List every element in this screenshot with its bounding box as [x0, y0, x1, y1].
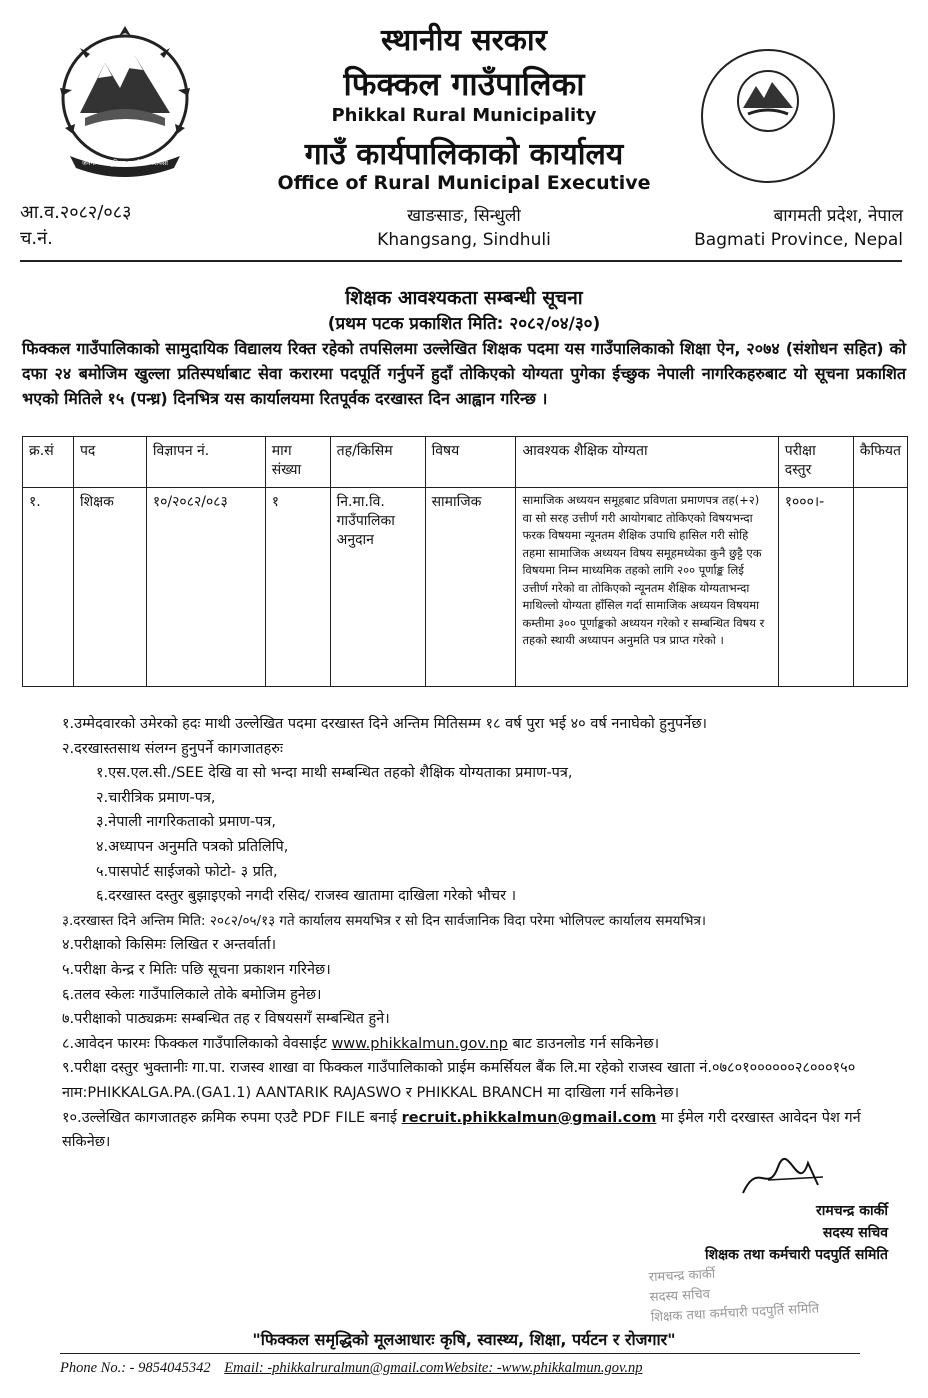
- notice-title: शिक्षक आवश्यकता सम्बन्धी सूचना: [345, 287, 583, 309]
- header-divider: [20, 260, 902, 262]
- footer-motto: "फिक्कल समृद्धिको मूलआधारः कृषि, स्वास्थ्य, शिक्षा, पर्यटन र रोजगार": [252, 1330, 676, 1349]
- note-2-6: ६.दरखास्त दस्तुर बुझाइएको नगदी रसिद/ राजस्व खातामा दाखिला गरेको भौचर ।: [96, 888, 517, 905]
- col-level: तह/किसिम: [330, 437, 425, 488]
- col-ad-no: विज्ञापन नं.: [146, 437, 265, 488]
- province-np: बागमती प्रदेश, नेपाल: [773, 206, 903, 226]
- signatory-name: रामचन्द्र कार्की: [815, 1203, 888, 1219]
- col-fee: परीक्षा दस्तुर: [778, 437, 853, 488]
- stamp-line-1: रामचन्द्र कार्की: [648, 1266, 716, 1286]
- note-2-5: ५.पासपोर्ट साईजको फोटो- ३ प्रति,: [96, 863, 278, 880]
- stamp-line-3: शिक्षक तथा कर्मचारी पदपुर्ति समिति: [650, 1301, 820, 1326]
- footer-website[interactable]: Website: -www.phikkalmun.gov.np: [443, 1360, 643, 1376]
- footer-email[interactable]: Email: -phikkalruralmun@gmail.com: [224, 1360, 444, 1376]
- province-en: Bagmati Province, Nepal: [694, 230, 903, 250]
- cell-count: १: [265, 488, 330, 687]
- header-municipality-np: फिक्कल गाउँपालिका: [343, 65, 585, 103]
- note-2-4: ४.अध्यापन अनुमति पत्रको प्रतिलिपि,: [96, 838, 289, 855]
- recruit-email-link[interactable]: recruit.phikkalmun@gmail.com: [401, 1109, 657, 1126]
- note-6: ६.तलव स्केलः गाउँपालिकाले तोके बमोजिम हुनेछ।: [62, 986, 322, 1003]
- note-8-suffix: बाट डाउनलोड गर्न सकिनेछ।: [512, 1035, 660, 1052]
- cell-sn: १.: [23, 488, 74, 687]
- note-10-suffix: मा ईमेल गरी दरखास्त आवेदन पेश गर्न सकिनेछ।: [62, 1109, 861, 1151]
- signatory-title: सदस्य सचिव: [822, 1225, 888, 1241]
- header-office-en: Office of Rural Municipal Executive: [277, 172, 651, 194]
- table-header-row: [23, 437, 908, 488]
- col-count: माग संख्या: [265, 437, 330, 488]
- signature-icon: [738, 1155, 828, 1204]
- note-9: ९.परीक्षा दस्तुर भुक्तानीः गा.पा. राजस्व शाखा वा फिक्कल गाउँपालिकाको प्राईम कमर्सियल बैंक लि.मा रहेको राजस्व खाता नं.०७८०१००००००२८०००१५० नाम:PHIKKALGA.PA.(GA1.1) AANTARIK RAJASWO र PHIKKAL BRANCH मा दाखिला गर्न सकिनेछ।: [62, 1060, 856, 1101]
- cell-qualification: सामाजिक अध्ययन समूहबाट प्रविणता प्रमाणपत्र तह(+२) वा सो सरह उत्तीर्ण गरी आयोगबाट तोकिएको विषयभन्दा फरक विषयमा न्यूनतम शैक्षिक उपाधि हासिल गरी सोहि तहमा सामाजिक अध्ययन विषय समूहमध्येका कुनै छुट्टै एक विषयमा निम्न माध्यमिक तहको लागि २०० पूर्णाङ्क लिई उत्तीर्ण गरेको वा तोकिएको न्यूनतम शैक्षिक योग्यताभन्दा माथिल्लो योग्यता हाँसिल गर्दा सामाजिक अध्ययन विषयमा कम्तीमा ३०० पूर्णाङ्कको अध्ययन गरेको र सम्बन्धित विषय र तहको स्थायी अध्यापन अनुमति पत्र प्राप्त गरेको ।: [516, 488, 778, 687]
- note-4: ४.परीक्षाको किसिमः लिखित र अन्तर्वार्ता।: [62, 937, 277, 954]
- notes-list: [62, 712, 912, 1155]
- stamp-line-2: सदस्य सचिव: [649, 1287, 711, 1306]
- notice-subtitle: (प्रथम पटक प्रकाशित मिति: २०८२/०४/३०): [327, 314, 601, 334]
- website-link[interactable]: www.phikkalmun.gov.np: [331, 1035, 508, 1052]
- note-2-1: १.एस.एल.सी./SEE देखि वा सो भन्दा माथी सम्बन्धित तहको शैक्षिक योग्यताका प्रमाण-पत्र,: [96, 765, 573, 782]
- notice-intro: फिक्कल गाउँपालिकाको सामुदायिक विद्यालय रिक्त रहेको तपसिलमा उल्लेखित शिक्षक पदमा यस गाउँपालिकाको शिक्षा ऐन, २०७४ (संशोधन सहित) को दफा २४ बमोजिम खुल्ला प्रतिस्पर्धाबाट सेवा करारमा पदपूर्ति गर्नुपर्ने हुदाँ तोकिएको योग्यता पुगेका ईच्छुक नेपाली नागरिकहरुबाट यो सूचना प्रकाशित भएको मितिले १५ (पन्ध्र) दिनभित्र यस कार्यालयमा रितपूर्वक दरखास्त दिन आह्वान गरिन्छ ।: [22, 339, 906, 408]
- reference-number: च.नं.: [20, 228, 53, 249]
- note-7: ७.परीक्षाको पाठ्यक्रमः सम्बन्धित तह र विषयसगँ सम्बन्धित हुने।: [62, 1011, 390, 1028]
- emblem-caption: जननी जन्मभूमिश्च स्वर्गादपि गरीयसी: [82, 159, 168, 167]
- footer-phone: Phone No.: - 9854045342: [60, 1360, 211, 1376]
- note-5: ५.परीक्षा केन्द्र र मितिः पछि सूचना प्रकाशन गरिनेछ।: [62, 961, 331, 978]
- note-8-text: ८.आवेदन फारमः फिक्कल गाउँपालिकाको वेवसाईट: [62, 1035, 327, 1052]
- col-post: पद: [73, 437, 146, 488]
- note-2: २.दरखास्तसाथ संलग्न हुनुपर्ने कागजातहरुः: [62, 740, 283, 757]
- note-2-2: २.चारीत्रिक प्रमाण-पत्र,: [96, 789, 216, 806]
- note-10: [62, 1106, 912, 1155]
- note-2-3: ३.नेपाली नागरिकताको प्रमाण-पत्र,: [96, 814, 276, 831]
- signature-stamp: [648, 1256, 891, 1338]
- header-office-np: गाउँ कार्यपालिकाको कार्यालय: [304, 137, 624, 172]
- note-3: ३.दरखास्त दिने अन्तिम मिति: २०८२/०५/१३ गते कार्यालय समयभित्र र सो दिन सार्वजानिक विदा परेमा भोलिपल्ट कार्यालय समयभित्र।: [62, 912, 707, 929]
- footer-divider: [60, 1353, 860, 1354]
- header-local-government: स्थानीय सरकार: [381, 23, 547, 58]
- cell-subject: सामाजिक: [425, 488, 516, 687]
- col-sn: क्र.सं: [23, 437, 74, 488]
- header-municipality-en: Phikkal Rural Municipality: [331, 105, 597, 126]
- footer-contact: [60, 1360, 920, 1377]
- note-8: [62, 1032, 912, 1057]
- cell-post: शिक्षक: [73, 488, 146, 687]
- cell-remarks: [853, 488, 907, 687]
- cell-fee: १०००।-: [778, 488, 853, 687]
- cell-ad-no: १०/२०८२/०८३: [146, 488, 265, 687]
- col-remarks: कैफियत: [853, 437, 907, 488]
- signatory-committee: शिक्षक तथा कर्मचारी पदपुर्ति समिति: [705, 1247, 888, 1263]
- location-np: खाङसाङ, सिन्धुली: [407, 206, 521, 226]
- note-1: १.उम्मेदवारको उमेरको हदः माथी उल्लेखित पदमा दरखास्त दिने अन्तिम मितिसम्म १८ वर्ष पुरा भई ४० वर्ष ननाघेको हुनुपर्नेछ।: [62, 716, 707, 732]
- col-subject: विषय: [425, 437, 516, 488]
- table-row: [23, 488, 908, 687]
- note-10-text: १०.उल्लेखित कागजातहरु क्रमिक रुपमा एउटै PDF FILE बनाई: [62, 1109, 397, 1126]
- signature-block: [628, 1200, 888, 1266]
- requirement-table: [22, 436, 908, 687]
- location-en: Khangsang, Sindhuli: [377, 230, 551, 250]
- fiscal-year: आ.व.२०८२/०८३: [20, 202, 132, 223]
- cell-level: नि.मा.वि. गाउँपालिका अनुदान: [330, 488, 425, 687]
- col-qualification: आवश्यक शैक्षिक योग्यता: [516, 437, 778, 488]
